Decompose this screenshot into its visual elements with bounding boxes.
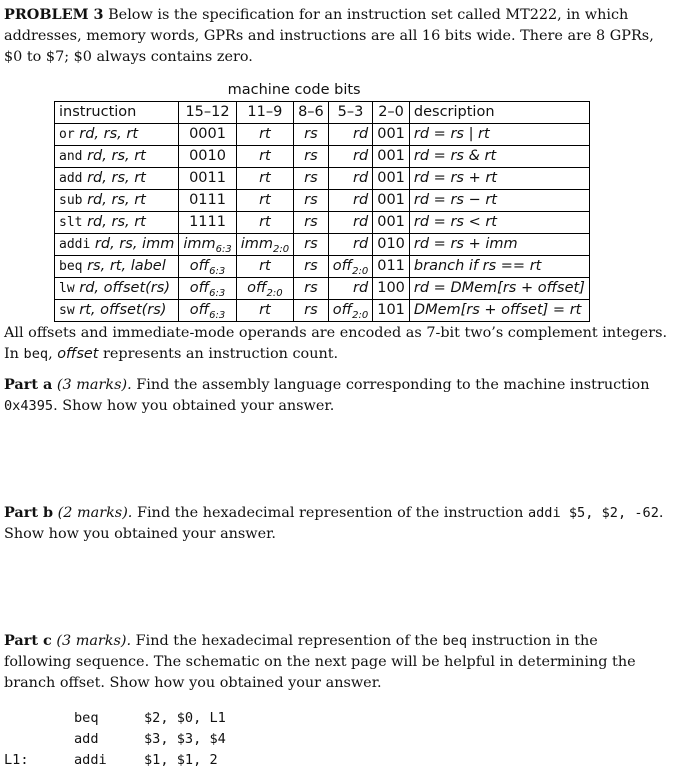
instruction-mnemonic: beq bbox=[59, 259, 83, 274]
cell-bits-11-9 bbox=[236, 190, 293, 212]
field-5-3: rd bbox=[353, 148, 369, 164]
instruction-operands: rd, rs, imm bbox=[90, 236, 175, 252]
field-8-6: rs bbox=[304, 236, 318, 252]
field-11-9: off bbox=[247, 280, 267, 296]
cell-bits-5-3 bbox=[328, 300, 372, 322]
cell-description bbox=[409, 212, 589, 234]
cell-bits-2-0 bbox=[373, 278, 410, 300]
cell-bits-11-9 bbox=[236, 212, 293, 234]
table-row bbox=[55, 124, 590, 146]
description-text: rd = rs + imm bbox=[413, 236, 518, 252]
cell-description bbox=[409, 256, 589, 278]
cell-instruction bbox=[55, 234, 179, 256]
field-2-0: 001 bbox=[377, 192, 405, 208]
field-11-9: rt bbox=[259, 148, 271, 164]
cell-bits-2-0 bbox=[373, 124, 410, 146]
part-b-text-2: . Show how you obtained your answer. bbox=[4, 505, 664, 542]
field-15-12-subscript: 6:3 bbox=[215, 243, 232, 255]
cell-bits-2-0 bbox=[373, 190, 410, 212]
part-a bbox=[4, 374, 668, 417]
field-5-3: off bbox=[332, 258, 353, 274]
part-c bbox=[4, 630, 668, 694]
field-2-0: 101 bbox=[377, 302, 405, 318]
description-text: rd = rs < rt bbox=[413, 214, 497, 230]
field-11-9-subscript: 2:0 bbox=[272, 243, 290, 255]
field-5-3-subscript: 2:0 bbox=[352, 265, 369, 277]
field-5-3: rd bbox=[353, 192, 369, 208]
col-header-description: description bbox=[409, 102, 589, 124]
group-header: machine code bits bbox=[179, 80, 410, 102]
field-15-12: imm bbox=[183, 236, 216, 252]
field-11-9: rt bbox=[259, 258, 271, 274]
col-header-5-3: 5–3 bbox=[328, 102, 372, 124]
cell-description bbox=[409, 234, 589, 256]
table-row bbox=[55, 256, 590, 278]
code-line-1-args: $2, $0, L1 bbox=[144, 710, 226, 726]
cell-bits-5-3 bbox=[328, 256, 372, 278]
cell-description bbox=[409, 124, 589, 146]
description-text: branch if rs == rt bbox=[413, 258, 542, 274]
instruction-spec-table bbox=[54, 80, 590, 322]
field-15-12: off bbox=[189, 258, 210, 274]
instruction-mnemonic: addi bbox=[59, 237, 91, 252]
cell-instruction bbox=[55, 256, 179, 278]
description-text: rd = rs − rt bbox=[413, 192, 497, 208]
cell-bits-11-9 bbox=[236, 300, 293, 322]
field-8-6: rs bbox=[304, 192, 318, 208]
description-text: rd = DMem[rs + offset] bbox=[413, 280, 585, 296]
note-offset: offset bbox=[57, 346, 99, 362]
field-8-6: rs bbox=[304, 148, 318, 164]
description-text: DMem[rs + offset] = rt bbox=[413, 302, 582, 318]
field-15-12: off bbox=[189, 302, 210, 318]
code-line-1-op: beq bbox=[74, 710, 99, 726]
cell-bits-11-9 bbox=[236, 146, 293, 168]
part-c-marks: (3 marks). bbox=[56, 633, 132, 649]
part-b-label: Part b bbox=[4, 504, 54, 521]
field-2-0: 001 bbox=[377, 214, 405, 230]
field-2-0: 010 bbox=[377, 236, 405, 252]
field-11-9: rt bbox=[259, 192, 271, 208]
col-header-instruction: instruction bbox=[55, 102, 179, 124]
cell-bits-11-9 bbox=[236, 278, 293, 300]
cell-instruction bbox=[55, 190, 179, 212]
cell-bits-8-6 bbox=[294, 190, 329, 212]
instruction-operands: rd, rs, rt bbox=[82, 148, 146, 164]
cell-bits-15-12 bbox=[179, 234, 236, 256]
code-line-3-label: L1: bbox=[4, 752, 29, 768]
note-text-2: , bbox=[48, 346, 58, 362]
problem-intro-text: Below is the specification for an instruction set called MT222, in which addresses, memory words, GPRs and instructions are all 16 bits wide. There are 8 GPRs, $0 to $7; $0 always contains zero. bbox=[4, 7, 654, 65]
field-11-9-subscript: 2:0 bbox=[266, 287, 283, 299]
problem-label: PROBLEM 3 bbox=[4, 6, 104, 23]
instruction-operands: rt, offset(rs) bbox=[74, 302, 167, 318]
field-15-12: 1111 bbox=[189, 214, 226, 230]
encoding-note bbox=[4, 323, 668, 365]
col-header-2-0: 2–0 bbox=[373, 102, 410, 124]
cell-bits-5-3 bbox=[328, 278, 372, 300]
instruction-mnemonic: add bbox=[59, 171, 83, 186]
cell-bits-15-12 bbox=[179, 168, 236, 190]
instruction-operands: rs, rt, label bbox=[82, 258, 166, 274]
cell-bits-15-12 bbox=[179, 146, 236, 168]
cell-bits-8-6 bbox=[294, 300, 329, 322]
field-2-0: 001 bbox=[377, 170, 405, 186]
cell-instruction bbox=[55, 124, 179, 146]
cell-bits-8-6 bbox=[294, 234, 329, 256]
description-text: rd = rs | rt bbox=[413, 126, 490, 142]
cell-bits-2-0 bbox=[373, 168, 410, 190]
field-2-0: 001 bbox=[377, 148, 405, 164]
problem-intro bbox=[4, 4, 668, 68]
cell-instruction bbox=[55, 146, 179, 168]
field-15-12-subscript: 6:3 bbox=[209, 265, 226, 277]
field-15-12-subscript: 6:3 bbox=[209, 309, 226, 321]
table-row bbox=[55, 278, 590, 300]
col-header-15-12: 15–12 bbox=[179, 102, 236, 124]
instruction-mnemonic: sw bbox=[59, 303, 75, 318]
code-line-2-args: $3, $3, $4 bbox=[144, 731, 226, 747]
part-a-code: 0x4395 bbox=[4, 398, 54, 414]
part-c-code: beq bbox=[442, 633, 468, 649]
field-8-6: rs bbox=[304, 302, 318, 318]
field-8-6: rs bbox=[304, 258, 318, 274]
cell-bits-5-3 bbox=[328, 212, 372, 234]
part-b-marks: (2 marks). bbox=[57, 505, 133, 521]
code-line-2-op: add bbox=[74, 731, 99, 747]
field-15-12: 0011 bbox=[189, 170, 226, 186]
cell-bits-8-6 bbox=[294, 212, 329, 234]
field-15-12-subscript: 6:3 bbox=[209, 287, 226, 299]
part-a-text-1: Find the assembly language corresponding to the machine instruction bbox=[131, 377, 650, 393]
part-b-text-1: Find the hexadecimal represention of the instruction bbox=[132, 505, 528, 521]
instruction-mnemonic: sub bbox=[59, 193, 83, 208]
cell-bits-15-12 bbox=[179, 212, 236, 234]
table-row bbox=[55, 146, 590, 168]
cell-bits-2-0 bbox=[373, 212, 410, 234]
cell-instruction bbox=[55, 168, 179, 190]
cell-bits-5-3 bbox=[328, 234, 372, 256]
cell-bits-5-3 bbox=[328, 168, 372, 190]
cell-bits-8-6 bbox=[294, 168, 329, 190]
instruction-mnemonic: lw bbox=[59, 281, 75, 296]
part-b bbox=[4, 502, 668, 545]
field-5-3: rd bbox=[353, 280, 369, 296]
col-header-11-9: 11–9 bbox=[236, 102, 293, 124]
field-5-3: rd bbox=[353, 236, 369, 252]
note-text-1: All offsets and immediate-mode operands are encoded as 7-bit two’s complement integers. In bbox=[4, 325, 668, 362]
field-5-3: rd bbox=[353, 126, 369, 142]
field-8-6: rs bbox=[304, 126, 318, 142]
cell-instruction bbox=[55, 212, 179, 234]
cell-description bbox=[409, 146, 589, 168]
field-2-0: 100 bbox=[377, 280, 405, 296]
field-2-0: 011 bbox=[377, 258, 405, 274]
part-a-marks: (3 marks). bbox=[56, 377, 132, 393]
cell-bits-5-3 bbox=[328, 146, 372, 168]
note-beq: beq bbox=[23, 346, 49, 362]
instruction-mnemonic: slt bbox=[59, 215, 83, 230]
field-15-12: 0001 bbox=[189, 126, 226, 142]
field-8-6: rs bbox=[304, 214, 318, 230]
cell-bits-11-9 bbox=[236, 256, 293, 278]
part-c-label: Part c bbox=[4, 632, 52, 649]
instruction-operands: rd, offset(rs) bbox=[74, 280, 170, 296]
cell-description bbox=[409, 190, 589, 212]
field-5-3: rd bbox=[353, 214, 369, 230]
instruction-mnemonic: and bbox=[59, 149, 83, 164]
cell-instruction bbox=[55, 300, 179, 322]
code-line-3-op: addi bbox=[74, 752, 107, 768]
cell-bits-15-12 bbox=[179, 124, 236, 146]
table-row bbox=[55, 212, 590, 234]
cell-bits-8-6 bbox=[294, 146, 329, 168]
field-5-3-subscript: 2:0 bbox=[352, 309, 369, 321]
col-header-8-6: 8–6 bbox=[294, 102, 329, 124]
cell-bits-8-6 bbox=[294, 278, 329, 300]
instruction-operands: rd, rs, rt bbox=[82, 170, 146, 186]
part-c-text-2: instruction in the following sequence. The schematic on the next page will be helpful in determining the branch offset. Show how you obtained your answer. bbox=[4, 633, 636, 691]
instruction-operands: rd, rs, rt bbox=[74, 126, 139, 142]
cell-bits-2-0 bbox=[373, 256, 410, 278]
field-8-6: rs bbox=[304, 280, 318, 296]
table-row bbox=[55, 190, 590, 212]
cell-bits-11-9 bbox=[236, 168, 293, 190]
cell-bits-2-0 bbox=[373, 146, 410, 168]
cell-instruction bbox=[55, 278, 179, 300]
cell-bits-15-12 bbox=[179, 190, 236, 212]
field-11-9: rt bbox=[259, 302, 271, 318]
field-15-12: 0010 bbox=[189, 148, 226, 164]
cell-description bbox=[409, 300, 589, 322]
code-line-3-args: $1, $1, 2 bbox=[144, 752, 218, 768]
table-row bbox=[55, 168, 590, 190]
field-5-3: off bbox=[332, 302, 353, 318]
cell-description bbox=[409, 278, 589, 300]
field-11-9: imm bbox=[240, 236, 273, 252]
field-15-12: off bbox=[189, 280, 210, 296]
cell-bits-2-0 bbox=[373, 300, 410, 322]
description-text: rd = rs & rt bbox=[413, 148, 497, 164]
cell-bits-11-9 bbox=[236, 124, 293, 146]
table-row bbox=[55, 234, 590, 256]
field-2-0: 001 bbox=[377, 126, 405, 142]
instruction-operands: rd, rs, rt bbox=[82, 214, 146, 230]
instruction-operands: rd, rs, rt bbox=[82, 192, 146, 208]
part-a-text-2: . Show how you obtained your answer. bbox=[53, 398, 335, 414]
cell-bits-8-6 bbox=[294, 124, 329, 146]
part-a-label: Part a bbox=[4, 376, 53, 393]
note-text-3: represents an instruction count. bbox=[98, 346, 339, 362]
part-b-code: addi $5, $2, -62 bbox=[527, 505, 659, 521]
field-11-9: rt bbox=[259, 214, 271, 230]
table-row bbox=[55, 300, 590, 322]
instruction-mnemonic: or bbox=[59, 127, 75, 142]
part-c-text-1: Find the hexadecimal represention of the bbox=[131, 633, 443, 649]
field-11-9: rt bbox=[259, 170, 271, 186]
cell-description bbox=[409, 168, 589, 190]
cell-bits-11-9 bbox=[236, 234, 293, 256]
field-11-9: rt bbox=[259, 126, 271, 142]
cell-bits-5-3 bbox=[328, 124, 372, 146]
cell-bits-15-12 bbox=[179, 256, 236, 278]
field-5-3: rd bbox=[353, 170, 369, 186]
cell-bits-8-6 bbox=[294, 256, 329, 278]
cell-bits-15-12 bbox=[179, 278, 236, 300]
description-text: rd = rs + rt bbox=[413, 170, 497, 186]
field-15-12: 0111 bbox=[189, 192, 226, 208]
cell-bits-5-3 bbox=[328, 190, 372, 212]
cell-bits-15-12 bbox=[179, 300, 236, 322]
cell-bits-2-0 bbox=[373, 234, 410, 256]
field-8-6: rs bbox=[304, 170, 318, 186]
